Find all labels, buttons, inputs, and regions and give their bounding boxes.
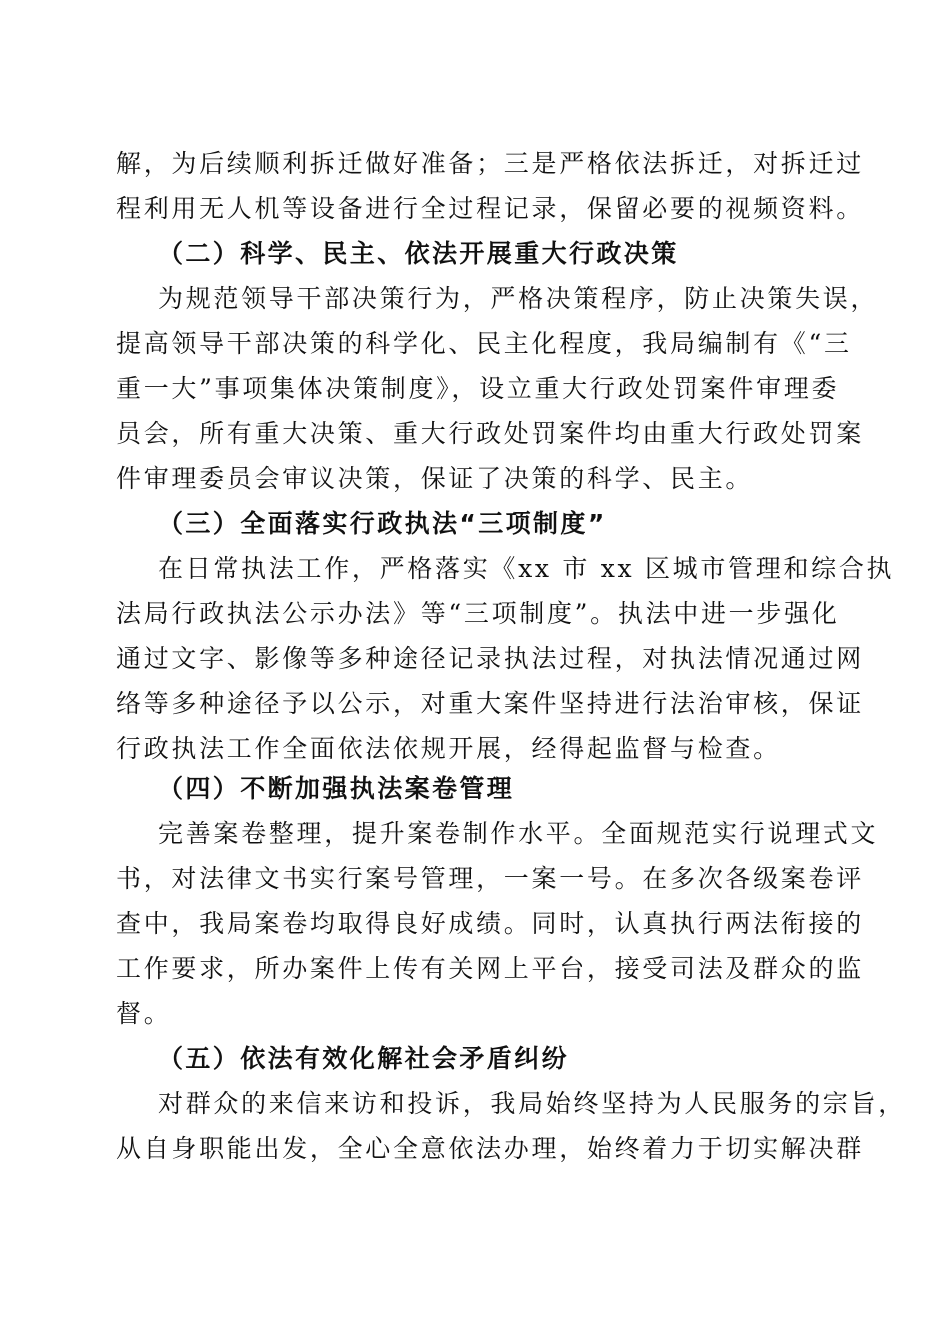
section-heading-5: （五）依法有效化解社会矛盾纠纷 bbox=[158, 1044, 570, 1073]
paragraph-line: 行政执法工作全面依法依规开展，经得起监督与检查。 bbox=[116, 734, 781, 763]
paragraph-line: 件审理委员会审议决策，保证了决策的科学、民主。 bbox=[116, 464, 754, 493]
paragraph-line: 督。 bbox=[116, 999, 172, 1028]
paragraph-line: 法局行政执法公示办法》等“三项制度”。执法中进一步强化 bbox=[116, 599, 840, 628]
paragraph-line: 重一大”事项集体决策制度》，设立重大行政处罚案件审理委 bbox=[116, 374, 840, 403]
paragraph-line: 为规范领导干部决策行为，严格决策程序，防止决策失误， bbox=[158, 284, 879, 313]
paragraph-line: 对群众的来信来访和投诉，我局始终坚持为人民服务的宗旨， bbox=[158, 1089, 906, 1118]
paragraph-line: 员会，所有重大决策、重大行政处罚案件均由重大行政处罚案 bbox=[116, 419, 864, 448]
section-heading-4: （四）不断加强执法案卷管理 bbox=[158, 774, 515, 803]
paragraph-line: 工作要求，所办案件上传有关网上平台，接受司法及群众的监 bbox=[116, 954, 864, 983]
section-heading-3: （三）全面落实行政执法“三项制度” bbox=[158, 509, 607, 538]
paragraph-line: 从自身职能出发，全心全意依法办理，始终着力于切实解决群 bbox=[116, 1134, 864, 1163]
paragraph-line: 程利用无人机等设备进行全过程记录，保留必要的视频资料。 bbox=[116, 194, 864, 223]
paragraph-line: 络等多种途径予以公示，对重大案件坚持进行法治审核，保证 bbox=[116, 689, 864, 718]
paragraph-line: 完善案卷整理，提升案卷制作水平。全面规范实行说理式文 bbox=[158, 819, 879, 848]
paragraph-line: 查中，我局案卷均取得良好成绩。同时，认真执行两法衔接的 bbox=[116, 909, 864, 938]
paragraph-line: 解，为后续顺利拆迁做好准备；三是严格依法拆迁，对拆迁过 bbox=[116, 149, 864, 178]
paragraph-line: 通过文字、影像等多种途径记录执法过程，对执法情况通过网 bbox=[116, 644, 864, 673]
section-heading-2: （二）科学、民主、依法开展重大行政决策 bbox=[158, 239, 679, 268]
paragraph-line: 在日常执法工作，严格落实《xx 市 xx 区城市管理和综合执 bbox=[158, 554, 895, 583]
paragraph-line: 提高领导干部决策的科学化、民主化程度，我局编制有《“三 bbox=[116, 329, 852, 358]
paragraph-line: 书，对法律文书实行案号管理，一案一号。在多次各级案卷评 bbox=[116, 864, 864, 893]
